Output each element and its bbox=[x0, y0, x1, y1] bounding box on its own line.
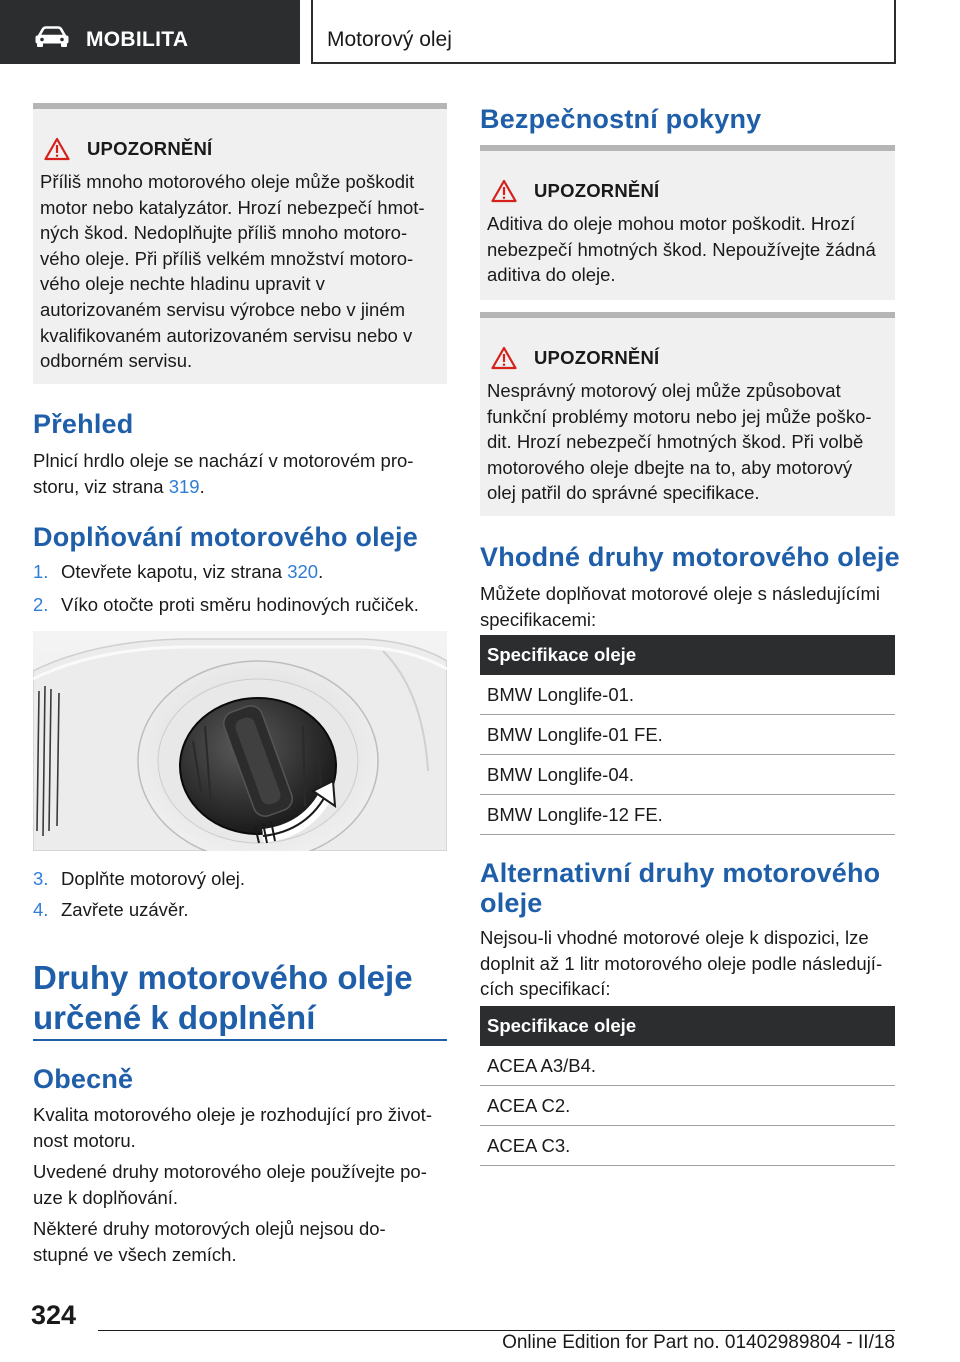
table-row: BMW Longlife-01 FE. bbox=[480, 715, 895, 755]
alternative-heading-line: oleje bbox=[480, 888, 543, 918]
suitable-oils-heading: Vhodné druhy motorového oleje bbox=[480, 542, 900, 572]
oil-filler-cap-illustration bbox=[33, 631, 447, 851]
paragraph-line: uze k doplňování. bbox=[33, 1186, 179, 1208]
warning-text bbox=[40, 169, 439, 374]
step-number: 3. bbox=[33, 868, 49, 889]
oil-types-heading-line: určené k doplnění bbox=[33, 999, 316, 1036]
paragraph-line: Nejsou-li vhodné motorové oleje k dispozici, lze bbox=[480, 927, 869, 948]
page-title-box bbox=[311, 0, 896, 64]
warning-line: olej patřil do správné specifikace. bbox=[487, 482, 760, 504]
car-icon bbox=[34, 26, 70, 48]
general-paragraph-3 bbox=[33, 1216, 447, 1267]
warning-box-overfill bbox=[33, 103, 447, 384]
warning-title: UPOZORNĚNÍ bbox=[534, 180, 660, 201]
warning-title: UPOZORNĚNÍ bbox=[87, 138, 213, 159]
step-text bbox=[61, 561, 323, 583]
paragraph-line: specifikacemi: bbox=[480, 608, 597, 630]
warning-text bbox=[487, 378, 887, 506]
section-label: MOBILITA bbox=[86, 28, 189, 51]
alternative-heading-line: Alternativní druhy motorového bbox=[480, 858, 881, 888]
overview-line bbox=[33, 474, 447, 500]
paragraph-line: Uvedené druhy motorového oleje používejte po‐ bbox=[33, 1161, 427, 1182]
warning-line: autorizovaném servisu výrobce nebo v jiném bbox=[40, 298, 406, 320]
table-row: BMW Longlife-12 FE. bbox=[480, 795, 895, 835]
step-2 bbox=[33, 594, 419, 616]
warning-triangle-icon bbox=[491, 346, 517, 370]
paragraph-line: Některé druhy motorových olejů nejsou do‐ bbox=[33, 1218, 386, 1239]
table-row: BMW Longlife-04. bbox=[480, 755, 895, 795]
section-header bbox=[0, 0, 300, 64]
overview-heading: Přehled bbox=[33, 409, 134, 439]
step-text-main: Otevřete kapotu, viz strana bbox=[61, 561, 288, 582]
table-row: ACEA C3. bbox=[480, 1126, 895, 1166]
refill-heading: Doplňování motorového oleje bbox=[33, 522, 418, 552]
warning-line: vého oleje nechte hladinu upravit v bbox=[40, 273, 325, 295]
table-row: ACEA C2. bbox=[480, 1086, 895, 1126]
warning-text bbox=[487, 211, 887, 288]
step-3 bbox=[33, 868, 245, 890]
warning-line: Příliš mnoho motorového oleje může poškodit bbox=[40, 171, 415, 192]
step-number: 4. bbox=[33, 899, 49, 920]
table-header: Specifikace oleje bbox=[480, 635, 895, 675]
general-heading: Obecně bbox=[33, 1064, 134, 1094]
step-text: Víko otočte proti směru hodinových ručiček. bbox=[61, 594, 419, 615]
warning-title: UPOZORNĚNÍ bbox=[534, 347, 660, 368]
paragraph-line: doplnit až 1 litr motorového oleje podle následují‐ bbox=[480, 952, 883, 974]
step-text-suffix: . bbox=[318, 561, 324, 582]
alternative-oils-text bbox=[480, 925, 895, 1002]
edition-text: Online Edition for Part no. 01402989804 - II/18 bbox=[502, 1332, 895, 1353]
warning-line: Aditiva do oleje mohou motor poškodit. Hrozí bbox=[487, 213, 856, 234]
paragraph-line: Kvalita motorového oleje je rozhodující pro život‐ bbox=[33, 1104, 432, 1125]
page-link-320[interactable]: 320 bbox=[287, 561, 319, 582]
warning-box-additives bbox=[480, 145, 895, 300]
warning-line: Nesprávný motorový olej může způsobovat bbox=[487, 380, 841, 401]
step-text: Doplňte motorový olej. bbox=[61, 868, 246, 889]
step-text: Zavřete uzávěr. bbox=[61, 899, 189, 920]
suitable-oils-text bbox=[480, 581, 895, 632]
overview-line: Plnicí hrdlo oleje se nachází v motorovém pro‐ bbox=[33, 450, 414, 471]
paragraph-line: nost motoru. bbox=[33, 1129, 136, 1151]
warning-line: motorového oleje dbejte na to, aby motorový bbox=[487, 456, 853, 478]
oil-types-heading bbox=[33, 958, 447, 1038]
oil-types-heading-line: Druhy motorového oleje bbox=[33, 959, 413, 996]
overview-text bbox=[33, 448, 447, 499]
page-title: Motorový olej bbox=[327, 28, 452, 51]
warning-line: vého oleje. Při příliš velkém množství motoro‐ bbox=[40, 247, 414, 269]
warning-box-wrong-oil bbox=[480, 312, 895, 516]
alternative-oils-table bbox=[480, 1006, 895, 1166]
paragraph-line: cích specifikací: bbox=[480, 978, 611, 1000]
general-paragraph-2 bbox=[33, 1159, 447, 1210]
step-number: 1. bbox=[33, 561, 49, 582]
warning-line: nebezpečí hmotných škod. Nepoužívejte žádná bbox=[487, 238, 876, 260]
safety-heading: Bezpečnostní pokyny bbox=[480, 104, 762, 134]
footer-rule bbox=[98, 1330, 895, 1331]
table-header: Specifikace oleje bbox=[480, 1006, 895, 1046]
warning-line: ných škod. Nedoplňujte příliš mnoho motoro‐ bbox=[40, 222, 408, 244]
warning-triangle-icon bbox=[491, 179, 517, 203]
warning-triangle-icon bbox=[44, 137, 70, 161]
step-4 bbox=[33, 899, 189, 921]
table-row: BMW Longlife-01. bbox=[480, 675, 895, 715]
alternative-oils-heading bbox=[480, 858, 895, 918]
page-link-319[interactable]: 319 bbox=[168, 475, 200, 497]
warning-line: dit. Hrozí nebezpečí hmotných škod. Při volbě bbox=[487, 431, 864, 453]
warning-line: kvalifikovaném autorizovaném servisu nebo v bbox=[40, 324, 413, 346]
table-row: ACEA A3/B4. bbox=[480, 1046, 895, 1086]
step-number: 2. bbox=[33, 594, 49, 615]
warning-line: odborném servisu. bbox=[40, 350, 193, 372]
general-paragraph-1 bbox=[33, 1102, 447, 1153]
warning-line: funkční problémy motoru nebo jej může poško‐ bbox=[487, 405, 872, 427]
paragraph-line: stupné ve všech zemích. bbox=[33, 1243, 237, 1265]
paragraph-line: Můžete doplňovat motorové oleje s následujícími bbox=[480, 583, 881, 604]
warning-line: motor nebo katalyzátor. Hrozí nebezpečí hmot‐ bbox=[40, 196, 425, 218]
step-1 bbox=[33, 561, 323, 583]
heading-underline bbox=[33, 1039, 447, 1041]
warning-line: aditiva do oleje. bbox=[487, 264, 616, 286]
overview-line-text: storu, viz strana bbox=[33, 475, 169, 497]
page-number: 324 bbox=[31, 1300, 77, 1330]
overview-line-suffix: . bbox=[199, 475, 205, 497]
suitable-oils-table bbox=[480, 635, 895, 835]
